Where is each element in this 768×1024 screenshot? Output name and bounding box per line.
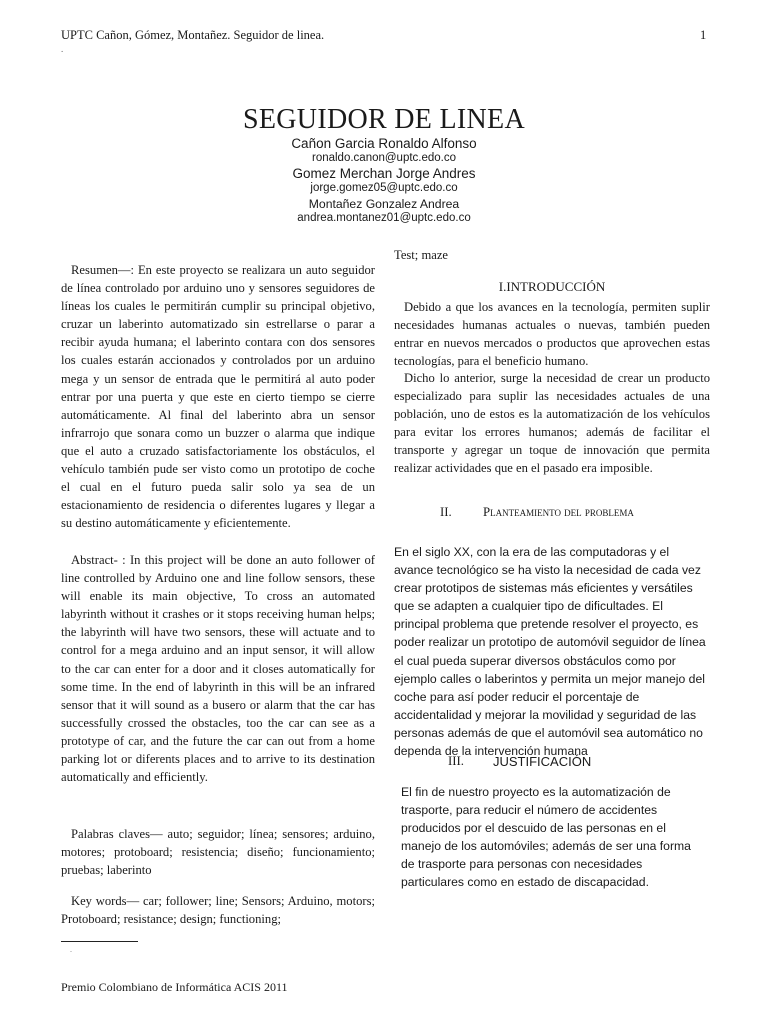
author-name: Montañez Gonzalez Andrea bbox=[308, 197, 460, 211]
problem-paragraph: En el siglo XX, con la era de las computadoras y el avance tecnológico se ha visto la necesidad de cada vez crear prototipos de sistemas más eficientes y versátiles que se adapten a cualquier tipo de dificultades. El principal problema que pretende resolver el proyecto, es poder realizar un prototipo de automóvil seguidor de línea el cual pueda superar diversos obstáculos como por ejemplo calles o laberintos y permita un mejor manejo del coche para así poder reducir el porcentaje de accidentalidad y mejorar la movilidad y seguridad de las personas además de que el automóvil sea automático no dependa de la intervención humana bbox=[394, 545, 706, 759]
page-footer: Premio Colombiano de Informática ACIS 2011 bbox=[61, 980, 288, 994]
intro-paragraph: Debido a que los avances en la tecnología, permiten suplir necesidades humanas actuales o nuevas, también pueden entrar en nuevos mercados o productos que aprovechen estas tecnologías, para el beneficio humano. bbox=[394, 300, 710, 369]
page-number: 1 bbox=[700, 28, 707, 42]
author-name: Cañon Garcia Ronaldo Alfonso bbox=[291, 136, 477, 151]
intro-paragraph: Dicho lo anterior, surge la necesidad de crear un producto especializado para suplir las necesidades actuales de una población, uno de estos es la automatización de los vehículos para evitar los errores humanos; además de facilitar el transporte y agregar un toque de innovación que permita realizar actividades que en el pasado era imposible. bbox=[394, 371, 710, 476]
abstract-es: Resumen—: En este proyecto se realizara un auto seguidor de línea controlado por arduino uno y sensores seguidores de líneas los cuales le permitirán cumplir su principal objetivo, cruzar un laberinto automatizado sin estrellarse o parar a recibir ayuda humana; el laberinto contara con dos sensores los cuales estarán accionados y controlados por un arduino mega y un sensor de entrada que le permitirá al auto poder entrar por una puerta y que este en cierto tiempo se cierre automáticamente. Al final del laberinto abra un sensor infrarrojo que sonara como un buzzer o alarma que indique que el auto a cruzado satisfactoriamente los obstáculos, el vehículo también pude ser visto como un prototipo de coche el cual en el futuro pueda salir solo ya sea de un estacionamiento de residencia o diferentes lugares y llegar a su destino automáticamente y eficientemente. bbox=[61, 263, 375, 531]
paper-title: SEGUIDOR DE LINEA bbox=[243, 104, 525, 135]
abstract-en: Abstract- : In this project will be done an auto follower of line controlled by Arduino one and line follow sensors, these will enable its main objective, To cross an automated labyrinth without it crashes or it stops receiving human helps; the labyrinth will have two sensors, these will actuate and to control for a mega arduino and an input sensor, it will allow to the car can enter for a door and it closes automatically for some time. In the end of labyrinth in this will be an infrared sensor that it will sound as a busero or alarm that the car has successfully crossed the obstacles, too the car can see as a prototype of car, and the future the car can out from a home parking lot or diferents places and to arrive to its destination automatically and efficiently. bbox=[61, 553, 375, 785]
keywords-continued: Test; maze bbox=[394, 248, 449, 262]
section-number: III. bbox=[448, 754, 464, 768]
keywords-es: Palabras claves— auto; seguidor; línea; sensores; arduino, motores; protoboard; resistencia; diseño; funcionamiento; pruebas; laberinto bbox=[61, 827, 375, 878]
section-heading: I.INTRODUCCIÓN bbox=[498, 279, 606, 294]
header-mark: . bbox=[61, 44, 64, 54]
section-heading: JUSTIFICACIÓN bbox=[493, 754, 592, 769]
section-number: II. bbox=[440, 505, 452, 519]
author-email: andrea.montanez01@uptc.edo.co bbox=[297, 212, 471, 224]
footnote-mark: . bbox=[70, 945, 72, 954]
author-email: jorge.gomez05@uptc.edo.co bbox=[310, 182, 458, 194]
footnote-rule bbox=[61, 941, 138, 942]
author-email: ronaldo.canon@uptc.edo.co bbox=[311, 152, 457, 164]
keywords-en: Key words— car; follower; line; Sensors; Arduino, motors; Protoboard; resistance; design; functioning; bbox=[61, 894, 375, 927]
justification-paragraph: El fin de nuestro proyecto es la automatización de trasporte, para reducir el número de accidentes producidos por el descuido de las personas en el manejo de los automóviles; además de ser una forma de trasporte para personas con necesidades particulares como en estado de discapacidad. bbox=[401, 785, 691, 890]
author-name: Gomez Merchan Jorge Andres bbox=[292, 166, 476, 181]
section-heading: Planteamiento del problema bbox=[483, 505, 634, 519]
running-header: UPTC Cañon, Gómez, Montañez. Seguidor de linea. bbox=[61, 28, 325, 42]
